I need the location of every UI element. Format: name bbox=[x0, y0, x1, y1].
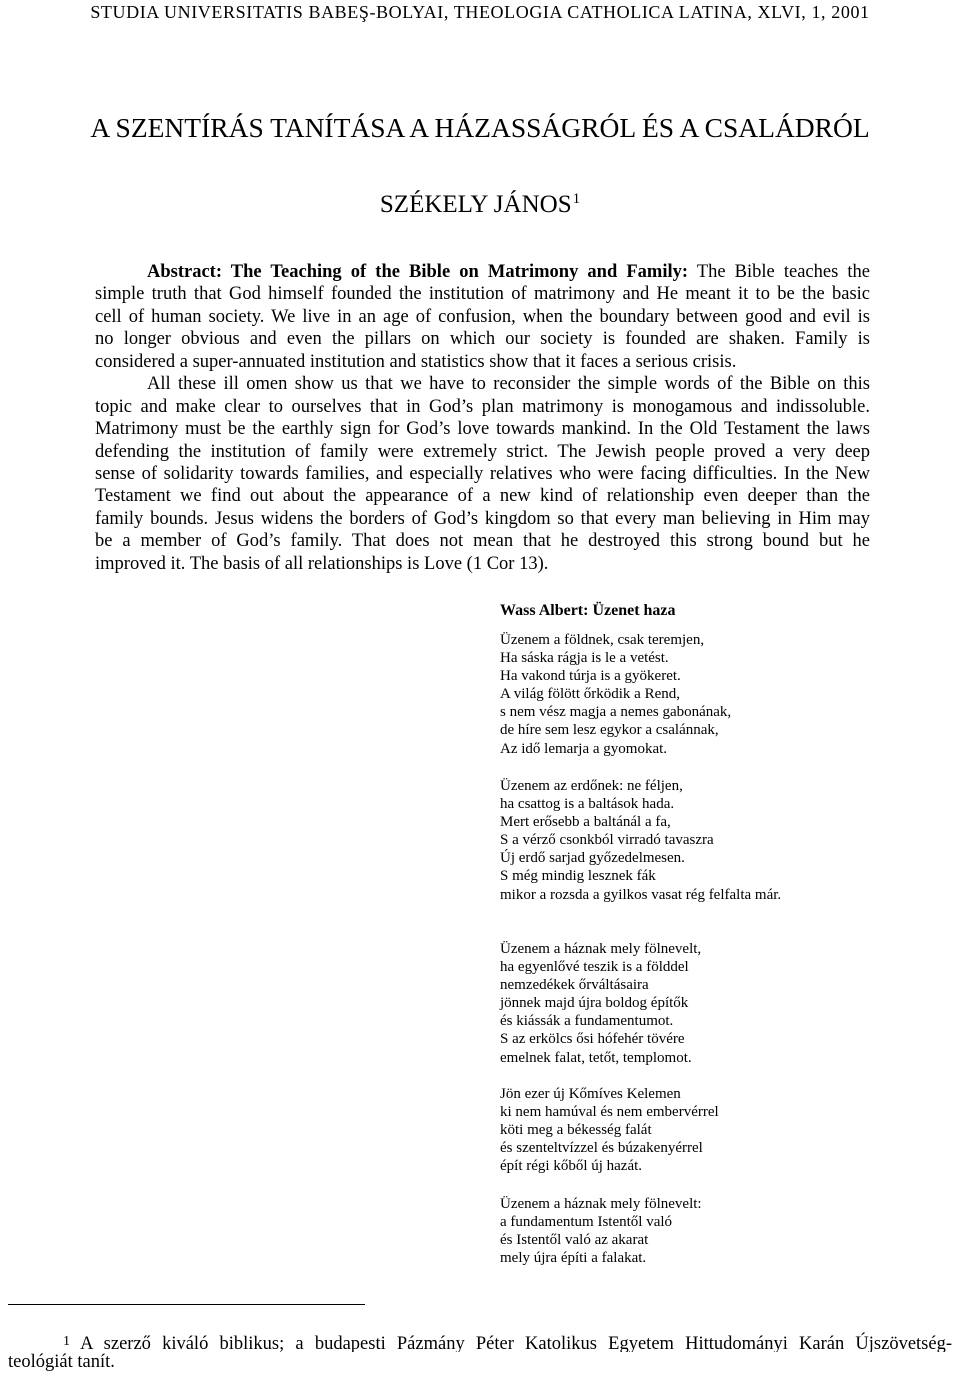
poem-line: Jön ezer új Kőmíves Kelemen bbox=[500, 1086, 681, 1102]
abstract-line: Testament we find out about the appearance of a new kind of relationship even deeper than the bbox=[95, 486, 870, 507]
poem-stanza bbox=[500, 1195, 702, 1267]
footnote-line bbox=[63, 1331, 952, 1352]
poem-line: S a vérző csonkból virradó tavaszra bbox=[500, 832, 714, 849]
poem-line: mikor a rozsda a gyilkos vasat rég felfalta már. bbox=[500, 886, 782, 903]
poem-line: de híre sem lesz egykor a csalánnak, bbox=[500, 722, 719, 739]
article-title: A SZENTÍRÁS TANÍTÁSA A HÁZASSÁGRÓL ÉS A CSALÁDRÓL bbox=[90, 112, 870, 143]
poem-line: a fundamentum Istentől való bbox=[500, 1214, 673, 1231]
abstract-line-text: The Bible teaches the bbox=[696, 262, 870, 282]
poem-stanza bbox=[500, 777, 781, 904]
abstract-line: sense of solidarity towards families, and especially relatives who were facing difficulties. In the New bbox=[95, 463, 870, 484]
poem-line: köti meg a békesség falát bbox=[500, 1122, 652, 1139]
footnote-line: teológiát tanít. bbox=[8, 1352, 115, 1372]
poem-stanza bbox=[500, 940, 701, 1067]
poem-line: és Istentől való az akarat bbox=[500, 1232, 649, 1249]
abstract-line bbox=[95, 261, 870, 283]
poem-line: jönnek majd újra boldog építők bbox=[500, 995, 689, 1012]
poem-line: és szenteltvízzel és búzakenyérrel bbox=[500, 1140, 703, 1157]
poem-line: mely újra építi a falakat. bbox=[500, 1250, 647, 1267]
poem-line: Üzenem a háznak mely fölnevelt: bbox=[500, 1196, 702, 1212]
poem-line: nemzedékek őrváltásaira bbox=[500, 977, 649, 994]
abstract-line: topic and make clear to ourselves that in God’s plan matrimony is monogamous and indissoluble. bbox=[95, 396, 870, 417]
poem-stanza bbox=[500, 1085, 719, 1175]
abstract-line: cell of human society. We live in an age of confusion, when the boundary between good and evil is bbox=[95, 306, 870, 327]
poem-line: Új erdő sarjad győzedelmesen. bbox=[500, 850, 685, 867]
poem-line: és kiássák a fundamentumot. bbox=[500, 1013, 674, 1030]
abstract-line: defending the institution of family were extremely strict. The Jewish people proved a very deep bbox=[95, 441, 870, 462]
poem-line: Mert erősebb a baltánál a fa, bbox=[500, 814, 671, 831]
poem-line: ha csattog is a baltások hada. bbox=[500, 796, 675, 813]
poem-line: ha egyenlővé teszik is a földdel bbox=[500, 959, 689, 976]
poem-title: Wass Albert: Üzenet haza bbox=[500, 602, 676, 619]
abstract-line: considered a super-annuated institution and statistics show that it faces a serious crisis. bbox=[95, 351, 737, 372]
abstract bbox=[95, 261, 870, 575]
abstract-paragraph bbox=[95, 373, 870, 575]
poem-line: Üzenem a földnek, csak teremjen, bbox=[500, 632, 705, 648]
poem-line: s nem vész magja a nemes gabonának, bbox=[500, 704, 732, 721]
poem-line: Üzenem az erdőnek: ne féljen, bbox=[500, 778, 683, 794]
poem-line: S az erkölcs ősi hófehér tövére bbox=[500, 1031, 685, 1048]
abstract-line: no longer obvious and even the pillars on which our society is founded are shaken. Family is bbox=[95, 329, 870, 350]
footnote-mark: 1 bbox=[63, 1334, 70, 1349]
poem-line: Az idő lemarja a gyomokat. bbox=[500, 740, 668, 757]
poem-stanza bbox=[500, 631, 731, 758]
abstract-line: be a member of God’s family. That does not mean that he destroyed this strong bound but he bbox=[95, 531, 870, 552]
abstract-line: simple truth that God himself founded the institution of matrimony and He meant it to be the basic bbox=[95, 284, 870, 305]
poem-line: A világ fölött őrködik a Rend, bbox=[500, 686, 680, 703]
abstract-line: Matrimony must be the earthly sign for God’s love towards mankind. In the Old Testament the laws bbox=[95, 419, 870, 440]
author-line bbox=[0, 190, 960, 220]
poem-line: S még mindig lesznek fák bbox=[500, 868, 656, 885]
abstract-line: improved it. The basis of all relationships is Love (1 Cor 13). bbox=[95, 553, 549, 574]
footnote-separator bbox=[8, 1304, 365, 1305]
poem-line: Ha sáska rágja is le a vetést. bbox=[500, 650, 669, 667]
poem-line: Üzenem a háznak mely fölnevelt, bbox=[500, 941, 702, 957]
abstract-line: All these ill omen show us that we have to reconsider the simple words of the Bible on this bbox=[147, 374, 870, 395]
author-footnote-mark: 1 bbox=[572, 191, 581, 207]
abstract-paragraph bbox=[95, 261, 870, 373]
poem-line: emelnek falat, tetőt, templomot. bbox=[500, 1049, 692, 1066]
running-head: STUDIA UNIVERSITATIS BABEŞ-BOLYAI, THEOLOGIA CATHOLICA LATINA, XLVI, 1, 2001 bbox=[90, 2, 870, 22]
footnote-text: A szerző kiváló biblikus; a budapesti Pázmány Péter Katolikus Egyetem Hittudományi Karán Újszövetség- bbox=[80, 1334, 952, 1352]
poem-line: Ha vakond túrja is a gyökeret. bbox=[500, 668, 681, 685]
author-name: SZÉKELY JÁNOS bbox=[379, 191, 572, 218]
abstract-line: family bounds. Jesus widens the borders of God’s kingdom so that every man believing in Him may bbox=[95, 508, 870, 529]
poem-line: épít régi kőből új hazát. bbox=[500, 1158, 643, 1175]
poem-line: ki nem hamúval és nem embervérrel bbox=[500, 1104, 719, 1121]
abstract-label: Abstract: The Teaching of the Bible on Matrimony and Family: bbox=[147, 262, 689, 282]
